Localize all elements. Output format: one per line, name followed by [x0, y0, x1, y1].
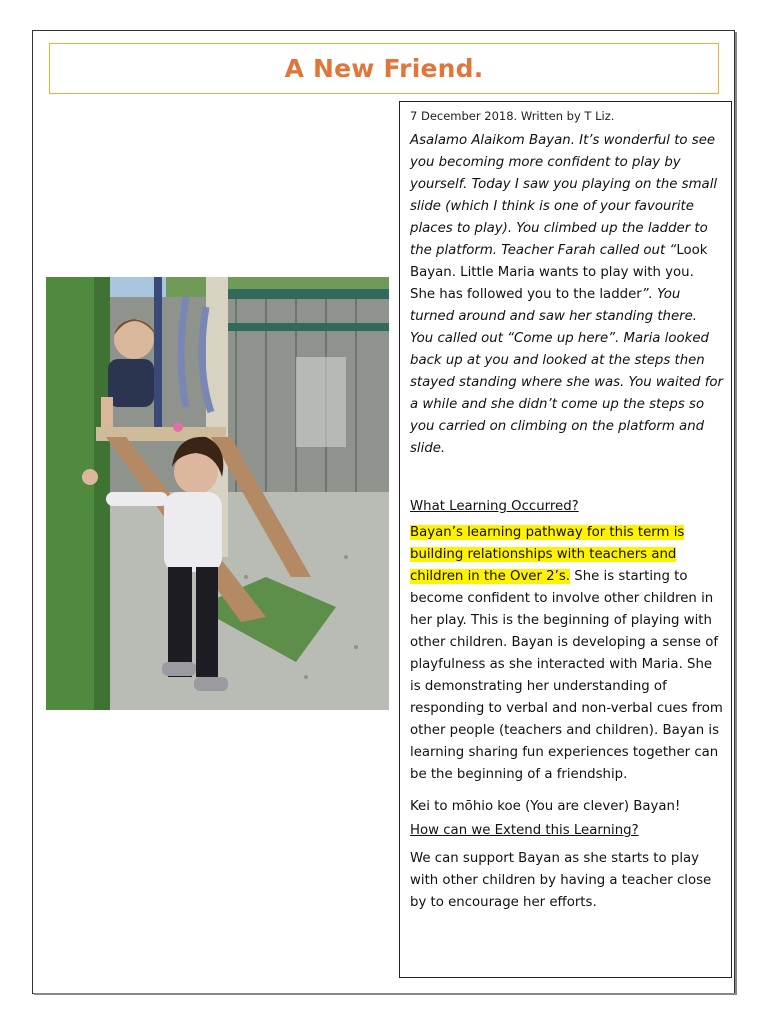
learning-paragraph [410, 522, 723, 786]
playground-photo-illustration [46, 277, 389, 710]
story-part-3: ”. You turned around and saw her standing there. You called out “Come up here”. Maria looked back up at you and looked at the steps then stayed standing where she was. You waited for a while and she didn’t come up the steps so you carried on climbing on the platform and slide. [410, 287, 723, 456]
extend-paragraph: We can support Bayan as she starts to play with other children by having a teacher close by to encourage her efforts. [410, 851, 712, 910]
learning-heading: What Learning Occurred? [410, 499, 579, 514]
learning-highlight: Bayan’s learning pathway for this term is building relationships with teachers and children in the Over 2’s. [410, 525, 685, 584]
learning-story-box [399, 101, 732, 978]
story-quote: Look Bayan. Little Maria wants to play with you. She has followed you to the ladder [410, 243, 708, 302]
date-author-line: 7 December 2018. Written by T Liz. [410, 109, 615, 123]
title-box [49, 43, 719, 94]
learning-text: She is starting to become confident to involve other children in her play. This is the beginning of playing with other children. Bayan is developing a sense of playfulness as she interacted with Maria. She is demonstrating her understanding of responding to verbal and non-verbal cues from other people (teachers and children). Bayan is learning sharing fun experiences together can be the beginning of a friendship. [410, 569, 723, 782]
page-title: A New Friend. [284, 54, 484, 83]
story-part-1: Asalamo Alaikom Bayan. It’s wonderful to see you becoming more confident to play by yourself. Today I saw you playing on the small slide (which I think is one of your favourite places to play). You climbed up the ladder to the platform. Teacher Farah called out “ [410, 133, 718, 258]
extend-heading: How can we Extend this Learning? [410, 823, 639, 838]
page-frame-shadow [34, 993, 737, 995]
page-frame-shadow-right [735, 32, 737, 995]
story-paragraph [410, 130, 723, 460]
playground-photo [46, 277, 389, 710]
kei-line: Kei to mōhio koe (You are clever) Bayan! [410, 799, 681, 814]
